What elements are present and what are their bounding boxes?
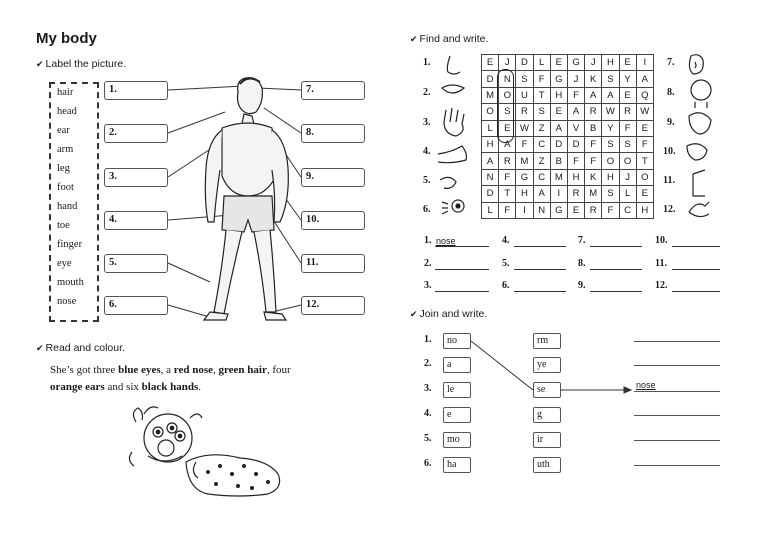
word-bank-item: head: [57, 106, 77, 117]
picture-number: 7.: [667, 57, 675, 68]
grid-cell[interactable]: C: [533, 169, 550, 185]
picture-number: 1.: [423, 57, 431, 68]
join-example-answer: nose: [636, 380, 656, 390]
grid-cell[interactable]: H: [602, 169, 619, 185]
read-text: , four: [266, 364, 291, 376]
grid-cell[interactable]: L: [619, 186, 636, 202]
join-instruction-text: Join and write.: [419, 308, 488, 320]
grid-cell[interactable]: E: [482, 55, 499, 71]
word-bank-item: mouth: [57, 277, 84, 288]
label-box-1[interactable]: 1.: [104, 81, 168, 100]
join-number: 5.: [424, 433, 432, 444]
grid-cell[interactable]: E: [619, 55, 636, 71]
grid-cell[interactable]: L: [482, 202, 499, 218]
picture-number: 10.: [663, 146, 676, 157]
grid-cell[interactable]: D: [550, 136, 567, 152]
read-bold: black hands: [141, 381, 199, 393]
picture-number: 6.: [423, 204, 431, 215]
grid-cell[interactable]: D: [482, 71, 499, 87]
label-box-10[interactable]: 10.: [301, 211, 365, 230]
join-left-box[interactable]: ha: [443, 457, 471, 473]
grid-cell[interactable]: S: [533, 104, 550, 120]
join-left-box[interactable]: le: [443, 382, 471, 398]
grid-cell[interactable]: O: [602, 153, 619, 169]
grid-cell[interactable]: W: [636, 104, 653, 120]
picture-number: 3.: [423, 117, 431, 128]
grid-cell[interactable]: I: [636, 55, 653, 71]
grid-cell[interactable]: M: [550, 169, 567, 185]
picture-number: 2.: [423, 87, 431, 98]
read-text: and six: [104, 381, 142, 393]
join-right-box[interactable]: ir: [533, 432, 561, 448]
grid-cell[interactable]: M: [585, 186, 602, 202]
find-instruction-text: Find and write.: [419, 33, 489, 45]
grid-cell[interactable]: Q: [636, 87, 653, 103]
grid-cell[interactable]: T: [499, 186, 516, 202]
grid-cell[interactable]: J: [567, 71, 584, 87]
read-instruction-text: Read and colour.: [45, 342, 125, 354]
grid-cell[interactable]: Y: [619, 71, 636, 87]
grid-cell[interactable]: H: [482, 136, 499, 152]
word-bank-item: leg: [57, 163, 70, 174]
grid-cell[interactable]: E: [567, 202, 584, 218]
grid-cell[interactable]: H: [550, 87, 567, 103]
grid-cell[interactable]: H: [567, 169, 584, 185]
grid-cell[interactable]: U: [516, 87, 533, 103]
join-right-box[interactable]: uth: [533, 457, 561, 473]
grid-cell[interactable]: L: [482, 120, 499, 136]
grid-cell[interactable]: J: [499, 55, 516, 71]
grid-cell[interactable]: F: [567, 153, 584, 169]
grid-cell[interactable]: E: [550, 55, 567, 71]
read-bold: green hair: [218, 364, 267, 376]
label-box-3[interactable]: 3.: [104, 168, 168, 187]
grid-cell[interactable]: E: [619, 87, 636, 103]
picture-number: 12.: [663, 204, 676, 215]
answer-number: 3.: [424, 280, 432, 291]
grid-cell[interactable]: R: [499, 153, 516, 169]
grid-cell[interactable]: O: [619, 153, 636, 169]
grid-cell[interactable]: A: [567, 104, 584, 120]
tick-icon: ✔: [410, 309, 418, 319]
grid-cell[interactable]: Z: [533, 153, 550, 169]
grid-cell[interactable]: G: [550, 202, 567, 218]
read-text: ,: [212, 364, 219, 376]
picture-number: 9.: [667, 117, 675, 128]
join-number: 3.: [424, 383, 432, 394]
grid-cell[interactable]: D: [567, 136, 584, 152]
join-number: 4.: [424, 408, 432, 419]
word-bank-item: ear: [57, 125, 70, 136]
grid-cell[interactable]: A: [636, 71, 653, 87]
answer-number: 4.: [502, 235, 510, 246]
grid-cell[interactable]: M: [516, 153, 533, 169]
word-bank-item: hand: [57, 201, 78, 212]
word-bank-item: arm: [57, 144, 74, 155]
grid-cell[interactable]: O: [482, 104, 499, 120]
label-box-5[interactable]: 5.: [104, 254, 168, 273]
grid-cell[interactable]: F: [636, 136, 653, 152]
word-bank-item: toe: [57, 220, 70, 231]
grid-cell[interactable]: B: [585, 120, 602, 136]
grid-cell[interactable]: E: [636, 186, 653, 202]
join-answer-line[interactable]: [634, 440, 720, 441]
grid-cell[interactable]: Z: [533, 120, 550, 136]
answer-number: 5.: [502, 258, 510, 269]
grid-cell[interactable]: M: [482, 87, 499, 103]
grid-cell[interactable]: Y: [602, 120, 619, 136]
answer-number: 11.: [655, 258, 667, 269]
join-answer-line[interactable]: [634, 415, 720, 416]
grid-cell[interactable]: H: [636, 202, 653, 218]
grid-cell[interactable]: G: [567, 55, 584, 71]
grid-cell[interactable]: S: [602, 71, 619, 87]
grid-cell[interactable]: E: [550, 104, 567, 120]
grid-cell[interactable]: F: [619, 120, 636, 136]
join-right-box[interactable]: rm: [533, 333, 561, 349]
label-box-6[interactable]: 6.: [104, 296, 168, 315]
grid-cell[interactable]: J: [619, 169, 636, 185]
join-left-box[interactable]: e: [443, 407, 471, 423]
grid-cell[interactable]: D: [516, 55, 533, 71]
join-right-box[interactable]: se: [533, 382, 561, 398]
answer-number: 10.: [655, 235, 668, 246]
grid-cell[interactable]: V: [567, 120, 584, 136]
grid-cell[interactable]: W: [516, 120, 533, 136]
grid-cell[interactable]: B: [550, 153, 567, 169]
grid-cell[interactable]: K: [585, 71, 602, 87]
grid-cell[interactable]: F: [585, 136, 602, 152]
page-title: My body: [36, 30, 97, 47]
grid-cell[interactable]: N: [482, 169, 499, 185]
grid-cell[interactable]: T: [636, 153, 653, 169]
grid-cell[interactable]: R: [516, 104, 533, 120]
grid-cell[interactable]: A: [499, 136, 516, 152]
join-answer-line[interactable]: [634, 391, 720, 392]
grid-cell[interactable]: R: [585, 104, 602, 120]
label-box-7[interactable]: 7.: [301, 81, 365, 100]
grid-cell[interactable]: K: [585, 169, 602, 185]
grid-cell[interactable]: D: [482, 186, 499, 202]
join-right-box[interactable]: g: [533, 407, 561, 423]
join-number: 6.: [424, 458, 432, 469]
label-box-4[interactable]: 4.: [104, 211, 168, 230]
read-bold: blue eyes: [118, 364, 161, 376]
grid-cell[interactable]: J: [585, 55, 602, 71]
grid-cell[interactable]: A: [585, 87, 602, 103]
label-box-12[interactable]: 12.: [301, 296, 365, 315]
grid-cell[interactable]: F: [499, 202, 516, 218]
grid-cell[interactable]: F: [585, 153, 602, 169]
grid-cell[interactable]: E: [636, 120, 653, 136]
answer-number: 12.: [655, 280, 668, 291]
grid-cell[interactable]: W: [602, 104, 619, 120]
word-bank-item: finger: [57, 239, 83, 250]
join-left-box[interactable]: mo: [443, 432, 471, 448]
grid-cell[interactable]: N: [533, 202, 550, 218]
grid-cell[interactable]: F: [533, 71, 550, 87]
grid-cell[interactable]: R: [585, 202, 602, 218]
grid-cell[interactable]: S: [516, 71, 533, 87]
grid-cell[interactable]: A: [550, 120, 567, 136]
grid-cell[interactable]: F: [516, 136, 533, 152]
read-bold: red nose: [173, 364, 213, 376]
join-answer-line[interactable]: [634, 365, 720, 366]
label-box-2[interactable]: 2.: [104, 124, 168, 143]
example-answer: nose: [436, 236, 456, 246]
grid-cell[interactable]: R: [567, 186, 584, 202]
grid-cell[interactable]: S: [499, 104, 516, 120]
picture-number: 4.: [423, 146, 431, 157]
answer-number: 8.: [578, 258, 586, 269]
join-answer-line[interactable]: [634, 465, 720, 466]
grid-cell[interactable]: L: [533, 55, 550, 71]
grid-cell[interactable]: G: [550, 71, 567, 87]
grid-cell[interactable]: A: [533, 186, 550, 202]
grid-cell[interactable]: S: [602, 136, 619, 152]
grid-cell[interactable]: S: [619, 136, 636, 152]
read-text: .: [198, 381, 201, 393]
grid-cell[interactable]: N: [499, 71, 516, 87]
answer-number: 9.: [578, 280, 586, 291]
grid-cell[interactable]: S: [602, 186, 619, 202]
grid-cell[interactable]: F: [602, 202, 619, 218]
grid-cell[interactable]: A: [482, 153, 499, 169]
label-instruction-text: Label the picture.: [45, 58, 127, 70]
grid-cell[interactable]: E: [499, 120, 516, 136]
label-box-8[interactable]: 8.: [301, 124, 365, 143]
grid-cell[interactable]: H: [602, 55, 619, 71]
answer-number: 7.: [578, 235, 586, 246]
grid-cell[interactable]: O: [499, 87, 516, 103]
join-number: 1.: [424, 334, 432, 345]
grid-cell[interactable]: I: [550, 186, 567, 202]
grid-cell[interactable]: A: [602, 87, 619, 103]
label-box-11[interactable]: 11.: [301, 254, 365, 273]
grid-cell[interactable]: F: [499, 169, 516, 185]
picture-number: 5.: [423, 175, 431, 186]
word-bank-item: eye: [57, 258, 72, 269]
word-bank-item: nose: [57, 296, 77, 307]
join-left-box[interactable]: no: [443, 333, 471, 349]
grid-cell[interactable]: F: [567, 87, 584, 103]
grid-cell[interactable]: O: [636, 169, 653, 185]
join-left-box[interactable]: a: [443, 357, 471, 373]
read-text: She’s got three: [50, 364, 119, 376]
answer-number: 1.: [424, 235, 432, 246]
read-bold: orange ears: [50, 381, 105, 393]
read-text: , a: [160, 364, 174, 376]
picture-number: 8.: [667, 87, 675, 98]
picture-number: 11.: [663, 175, 675, 186]
answer-number: 6.: [502, 280, 510, 291]
label-box-9[interactable]: 9.: [301, 168, 365, 187]
answer-number: 2.: [424, 258, 432, 269]
grid-cell[interactable]: C: [533, 136, 550, 152]
grid-cell[interactable]: C: [619, 202, 636, 218]
grid-cell[interactable]: G: [516, 169, 533, 185]
grid-cell[interactable]: T: [533, 87, 550, 103]
grid-cell[interactable]: R: [619, 104, 636, 120]
word-bank-item: foot: [57, 182, 74, 193]
grid-cell[interactable]: I: [516, 202, 533, 218]
grid-cell[interactable]: H: [516, 186, 533, 202]
join-answer-line[interactable]: [634, 341, 720, 342]
tick-icon: ✔: [36, 343, 44, 353]
word-bank-item: hair: [57, 87, 74, 98]
join-right-box[interactable]: ye: [533, 357, 561, 373]
join-number: 2.: [424, 358, 432, 369]
tick-icon: ✔: [36, 59, 44, 69]
tick-icon: ✔: [410, 34, 418, 44]
